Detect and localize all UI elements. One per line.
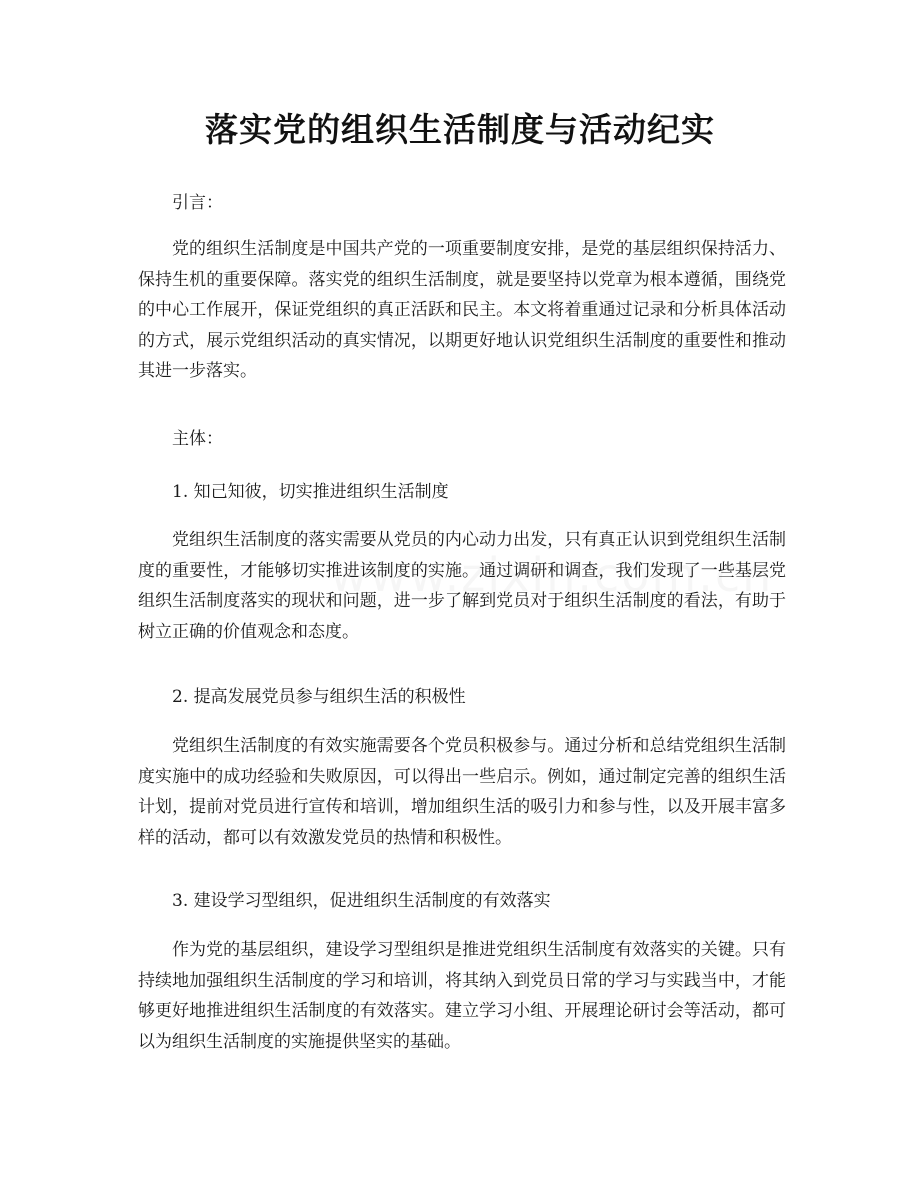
intro-label: 引言： bbox=[172, 193, 223, 213]
main-label: 主体： bbox=[172, 429, 223, 449]
document-title: 落实党的组织生活制度与活动纪实 bbox=[205, 110, 715, 149]
section-body: 党组织生活制度的落实需要从党员的内心动力出发，只有真正认识到党组织生活制度的重要性，才能够切实推进该制度的实施。通过调研和调查，我们发现了一些基层党组织生活制度落实的现状和问题，进一步了解到党员对于组织生活制度的看法，有助于树立正确的价值观念和态度。 bbox=[138, 530, 786, 642]
section-body: 作为党的基层组织，建设学习型组织是推进党组织生活制度有效落实的关键。只有持续地加强组织生活制度的学习和培训，将其纳入到党员日常的学习与实践当中，才能够更好地推进组织生活制度的有效落实。建立学习小组、开展理论研讨会等活动，都可以为组织生活制度的实施提供坚实的基础。 bbox=[138, 940, 786, 1052]
intro-paragraph: 党的组织生活制度是中国共产党的一项重要制度安排，是党的基层组织保持活力、保持生机的重要保障。落实党的组织生活制度，就是要坚持以党章为根本遵循，围绕党的中心工作展开，保证党组织的真正活跃和民主。本文将着重通过记录和分析具体活动的方式，展示党组织活动的真实情况，以期更好地认识党组织生活制度的重要性和推动其进一步落实。 bbox=[138, 239, 786, 381]
section-body: 党组织生活制度的有效实施需要各个党员积极参与。通过分析和总结党组织生活制度实施中的成功经验和失败原因，可以得出一些启示。例如，通过制定完善的组织生活计划，提前对党员进行宣传和培训，增加组织生活的吸引力和参与性，以及开展丰富多样的活动，都可以有效激发党员的热情和积极性。 bbox=[138, 736, 786, 848]
section-heading: 1. 知己知彼，切实推进组织生活制度 bbox=[172, 482, 449, 502]
section-heading: 3. 建设学习型组织，促进组织生活制度的有效落实 bbox=[172, 891, 551, 911]
section-heading: 2. 提高发展党员参与组织生活的积极性 bbox=[172, 687, 466, 707]
